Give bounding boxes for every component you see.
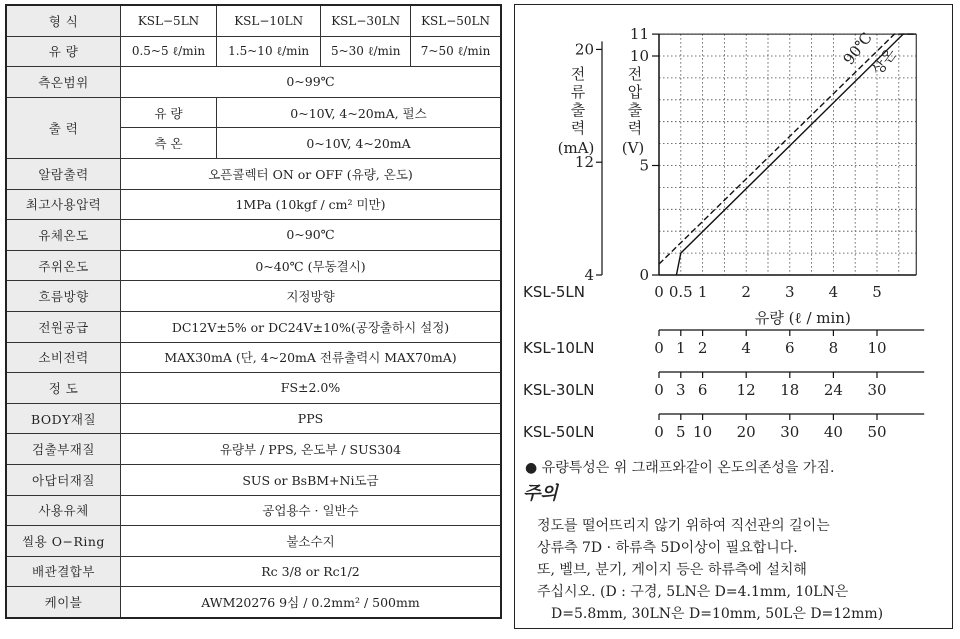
scale-tick-label: 1 [697, 283, 708, 301]
spec-label: 흐름방향 [6, 281, 121, 312]
caution-line-1: 정도를 떨어뜨리지 않기 위하여 직선관의 길이는 [537, 518, 830, 534]
scale-tick-label: 6 [697, 381, 708, 399]
output-sub-label: 측 온 [121, 128, 217, 159]
spec-label: 유체온도 [6, 220, 121, 251]
current-axis-label-char: 전 [570, 65, 586, 83]
spec-label: 사용유체 [6, 495, 121, 526]
spec-label-output: 출 력 [6, 97, 121, 158]
scale-tick-label: 18 [780, 381, 800, 399]
voltage-tick-label: 5 [639, 156, 649, 175]
spec-row [6, 556, 501, 587]
spec-row [6, 220, 501, 251]
temperature-dependency-note: ● 유량특성은 위 그래프와같이 온도의존성을 가짐. [525, 460, 835, 476]
scale-tick-label: 10 [867, 339, 887, 357]
spec-value: 지정방향 [121, 281, 502, 312]
scale-tick-label: 4 [828, 283, 839, 301]
spec-value: 유량부 / PPS, 온도부 / SUS304 [121, 434, 502, 465]
spec-label: 최고사용압력 [6, 189, 121, 220]
model-name: KSL−5LN [121, 5, 217, 36]
scale-tick-label: 5 [676, 423, 686, 441]
caution-line-2: 상류측 7D · 하류측 5D이상이 필요합니다. [537, 540, 798, 556]
spec-value: AWM20276 9심 / 0.2mm² / 500mm [121, 587, 502, 618]
spec-row [6, 495, 501, 526]
voltage-axis-label-char: 전 [627, 65, 643, 83]
scale-tick-label: 2 [697, 339, 708, 357]
spec-value: 공업용수 · 일반수 [121, 495, 502, 526]
voltage-tick-label: 11 [629, 25, 649, 44]
spec-table [5, 4, 502, 619]
voltage-axis-label-char: 압 [627, 83, 643, 101]
flow-range: 5~30 ℓ/min [321, 36, 411, 67]
spec-label: BODY재질 [6, 403, 121, 434]
spec-header-row [6, 5, 501, 36]
spec-value: MAX30mA (단, 4~20mA 전류출력시 MAX70mA) [121, 342, 502, 373]
spec-label: 배관결합부 [6, 556, 121, 587]
spec-row [6, 158, 501, 189]
scale-tick-label: 5 [872, 283, 882, 301]
voltage-axis-label-char: 력 [627, 119, 643, 137]
caution-line-3: 또, 벨브, 분기, 게이지 등은 하류측에 설치해 [537, 562, 807, 578]
spec-value: SUS or BsBM+Ni도금 [121, 464, 502, 495]
spec-value: 오픈콜렉터 ON or OFF (유량, 온도) [121, 158, 502, 189]
scale-tick-label: 30 [780, 423, 800, 441]
scale-tick-label: 50 [867, 423, 887, 441]
flow-characteristic-panel [514, 4, 953, 629]
spec-row [6, 342, 501, 373]
series-label-room-temp: 상온 [867, 44, 900, 79]
scale-tick-label: 2 [741, 283, 751, 301]
scale-model-label: KSL-30LN [523, 381, 595, 399]
model-name: KSL−10LN [217, 5, 321, 36]
current-axis-label-char: 력 [570, 119, 586, 137]
model-name: KSL−30LN [321, 5, 411, 36]
output-sub-value: 0~10V, 4~20mA, 펄스 [217, 97, 502, 128]
spec-label: 씰용 O−Ring [6, 526, 121, 557]
spec-label-flow: 유 량 [6, 36, 121, 67]
voltage-tick-label: 0 [639, 266, 649, 284]
current-tick-label: 12 [574, 153, 594, 172]
spec-label: 주위온도 [6, 250, 121, 281]
spec-value: PPS [121, 403, 502, 434]
scale-tick-label: 0.5 [668, 283, 693, 301]
output-sub-value: 0~10V, 4~20mA [217, 128, 502, 159]
voltage-tick-label: 10 [629, 47, 649, 65]
spec-row [6, 250, 501, 281]
scale-tick-label: 3 [676, 381, 686, 399]
scale-tick-label: 40 [823, 423, 843, 441]
caution-title: 주의 [523, 483, 558, 504]
spec-value: 불소수지 [121, 526, 502, 557]
voltage-axis-unit: (V) [621, 139, 645, 157]
spec-value: 0~99℃ [121, 67, 502, 98]
scale-model-label: KSL-50LN [523, 423, 595, 441]
scale-tick-label: 0 [654, 381, 664, 399]
spec-label: 검출부재질 [6, 434, 121, 465]
spec-row [6, 526, 501, 557]
spec-value: DC12V±5% or DC24V±10%(공장출하시 설정) [121, 311, 502, 342]
spec-row [6, 587, 501, 618]
current-tick-label: 20 [574, 40, 594, 59]
spec-label: 측온범위 [6, 67, 121, 98]
series-label-90c: 90℃ [839, 28, 876, 69]
current-tick-label: 4 [584, 266, 594, 284]
spec-value: 0~90℃ [121, 220, 502, 251]
spec-flow-row [6, 36, 501, 67]
scale-tick-label: 4 [741, 339, 751, 357]
spec-label-type: 형 식 [6, 5, 121, 36]
scale-tick-label: 0 [654, 339, 664, 357]
flow-range: 1.5~10 ℓ/min [217, 36, 321, 67]
spec-label: 케이블 [6, 587, 121, 618]
spec-output-row [6, 97, 501, 128]
scale-tick-label: 6 [785, 339, 795, 357]
spec-value: 0~40℃ (무동결시) [121, 250, 502, 281]
scale-tick-label: 1 [676, 339, 686, 357]
spec-row [6, 373, 501, 404]
spec-label: 전원공급 [6, 311, 121, 342]
scale-model-label: KSL-5LN [523, 283, 585, 301]
current-axis-label-char: 출 [570, 101, 586, 119]
voltage-axis-label-char: 출 [627, 101, 643, 119]
spec-row [6, 189, 501, 220]
spec-row [6, 403, 501, 434]
scale-tick-label: 0 [654, 283, 664, 301]
flow-range: 7~50 ℓ/min [411, 36, 501, 67]
scale-model-label: KSL-10LN [523, 339, 595, 357]
current-axis-unit: (mA) [557, 139, 595, 157]
spec-value: 1MPa (10kgf / cm² 미만) [121, 189, 502, 220]
current-axis-label-char: 류 [570, 83, 586, 101]
spec-row [6, 464, 501, 495]
scale-tick-label: 12 [736, 381, 756, 399]
scale-tick-label: 20 [736, 423, 756, 441]
scale-tick-label: 8 [828, 339, 839, 357]
scale-tick-label: 3 [785, 283, 795, 301]
scale-tick-label: 24 [823, 381, 843, 399]
spec-label: 아답터재질 [6, 464, 121, 495]
spec-label: 정 도 [6, 373, 121, 404]
caution-line-4: 주십시오. (D : 구경, 5LN은 D=4.1mm, 10LN은 [537, 584, 849, 600]
spec-value: FS±2.0% [121, 373, 502, 404]
spec-value: Rc 3/8 or Rc1/2 [121, 556, 502, 587]
scale-tick-label: 0 [654, 423, 664, 441]
caution-line-5: D=5.8mm, 30LN은 D=10mm, 50L은 D=12mm) [551, 606, 884, 622]
spec-row [6, 281, 501, 312]
scale-tick-label: 10 [693, 423, 713, 441]
flow-range: 0.5~5 ℓ/min [121, 36, 217, 67]
output-sub-label: 유 량 [121, 97, 217, 128]
spec-label: 알람출력 [6, 158, 121, 189]
spec-row [6, 67, 501, 98]
spec-row [6, 311, 501, 342]
spec-row [6, 434, 501, 465]
scale-tick-label: 30 [867, 381, 887, 399]
x-axis-label: 유량 (ℓ / min) [754, 309, 851, 327]
spec-label: 소비전력 [6, 342, 121, 373]
model-name: KSL−50LN [411, 5, 501, 36]
